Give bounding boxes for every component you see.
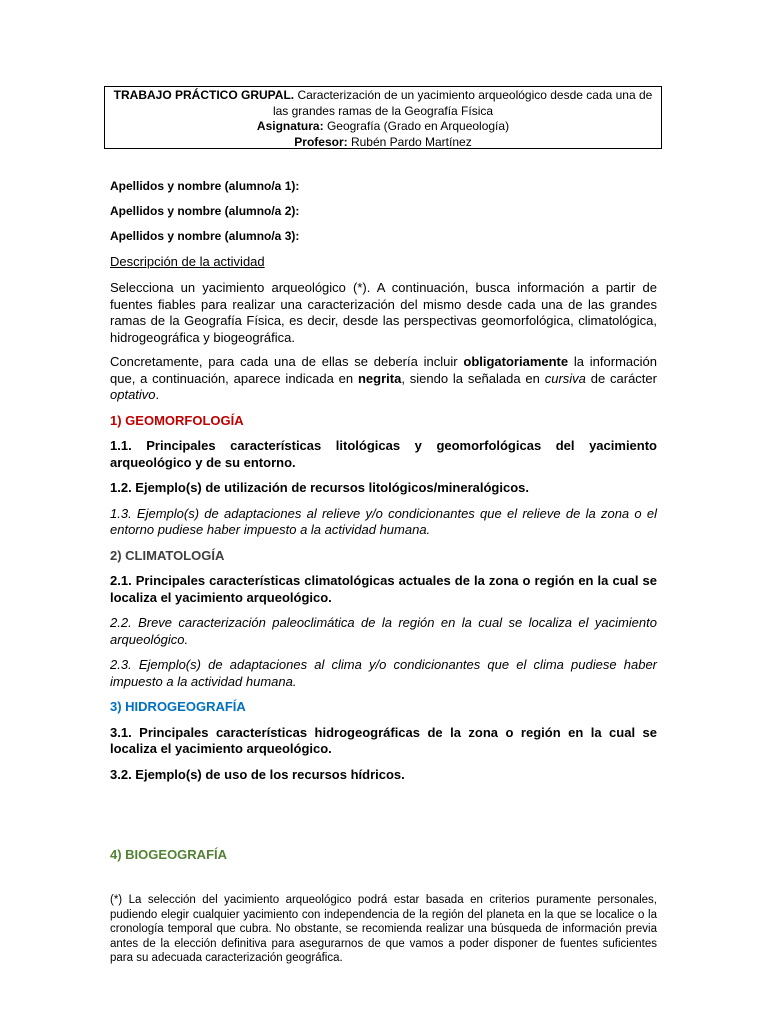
section-biogeografia-title: 4) BIOGEOGRAFÍA (110, 847, 228, 862)
header-subject-label: Asignatura: (256, 119, 324, 133)
section-climatologia-title: 2) CLIMATOLOGÍA (110, 547, 225, 563)
p2-b: obligatoriamente (463, 354, 569, 369)
student-line-2: Apellidos y nombre (alumno/a 2): (110, 204, 300, 218)
item-3-1: 3.1. Principales características hidrogeográficas de la zona o región en la cual se localiza el yacimiento arqueológico. (110, 724, 657, 756)
student-line-1: Apellidos y nombre (alumno/a 1): (110, 179, 300, 193)
p2-g: de carácter (585, 370, 657, 386)
item-2-1: 2.1. Principales características climatológicas actuales de la zona o región en la cual se localiza el yacimiento arqueológico. (110, 573, 657, 605)
p2-i: . (155, 387, 160, 402)
p2-a: Concretamente, para cada una de ellas se debería incluir (110, 354, 464, 369)
header-box (104, 86, 662, 149)
header-subject-value: Geografía (Grado en Arqueología) (323, 119, 510, 133)
header-teacher-label: Profesor: (294, 134, 348, 149)
p2-f: cursiva (544, 370, 586, 386)
student-line-3: Apellidos y nombre (alumno/a 3): (110, 229, 300, 243)
footnote: (*) La selección del yacimiento arqueológico podrá estar basada en criterios puramente personales, pudiendo elegir cualquier yacimiento con independencia de la región del planeta en la que se localice o la cronología temporal que cubra. No obstante, se recomienda realizar una búsqueda de información previa antes de la elección definitiva para asegurarnos de que vamos a poder disponer de fuentes suficientes para su adecuada caracterización geográfica. (110, 894, 657, 964)
header-title-rest: Caracterización de un yacimiento arqueológico desde cada una de las grandes ramas de la Geografía Física (272, 88, 653, 118)
p2-d: negrita (357, 370, 402, 386)
header-title (105, 88, 661, 119)
item-1-3: 1.3. Ejemplo(s) de adaptaciones al relieve y/o condicionantes que el relieve de la zona o el entorno pudiese haber impuesto a la actividad humana. (110, 505, 657, 537)
section-geomorfologia-title: 1) GEOMORFOLOGÍA (110, 412, 244, 428)
document-body (110, 176, 657, 783)
item-1-1: 1.1. Principales características litológicas y geomorfológicas del yacimiento arqueológico y de su entorno. (110, 438, 657, 470)
header-subject (105, 119, 661, 135)
item-3-2: 3.2. Ejemplo(s) de uso de los recursos hídricos. (110, 766, 405, 782)
section-hidrogeografia-title: 3) HIDROGEOGRAFÍA (110, 699, 246, 714)
activity-title: Descripción de la actividad (110, 254, 265, 269)
item-2-2: 2.2. Breve caracterización paleoclimática de la región en la cual se localiza el yacimiento arqueológico. (110, 615, 657, 647)
header-teacher-value: Rubén Pardo Martínez (347, 134, 472, 149)
p2-h: optativo (110, 387, 156, 402)
header-teacher (105, 135, 661, 151)
activity-paragraph-2 (110, 354, 657, 404)
activity-paragraph-1: Selecciona un yacimiento arqueológico (*). A continuación, busca información a partir de fuentes fiables para realizar una caracterización del mismo desde cada una de las grandes ramas de la Geografía Física, es decir, desde las perspectivas geomorfológica, climatológica, hidrogeográfica y biogeográfica. (110, 280, 657, 345)
item-1-2: 1.2. Ejemplo(s) de utilización de recursos litológicos/mineralógicos. (110, 480, 529, 495)
p2-c: la información que, a continuación, aparece indicada en (110, 354, 657, 386)
item-2-3: 2.3. Ejemplo(s) de adaptaciones al clima y/o condicionantes que el clima pudiese haber impuesto a la actividad humana. (110, 657, 657, 689)
p2-e: , siendo la señalada en (401, 370, 545, 386)
header-title-bold: TRABAJO PRÁCTICO GRUPAL. (113, 88, 295, 102)
